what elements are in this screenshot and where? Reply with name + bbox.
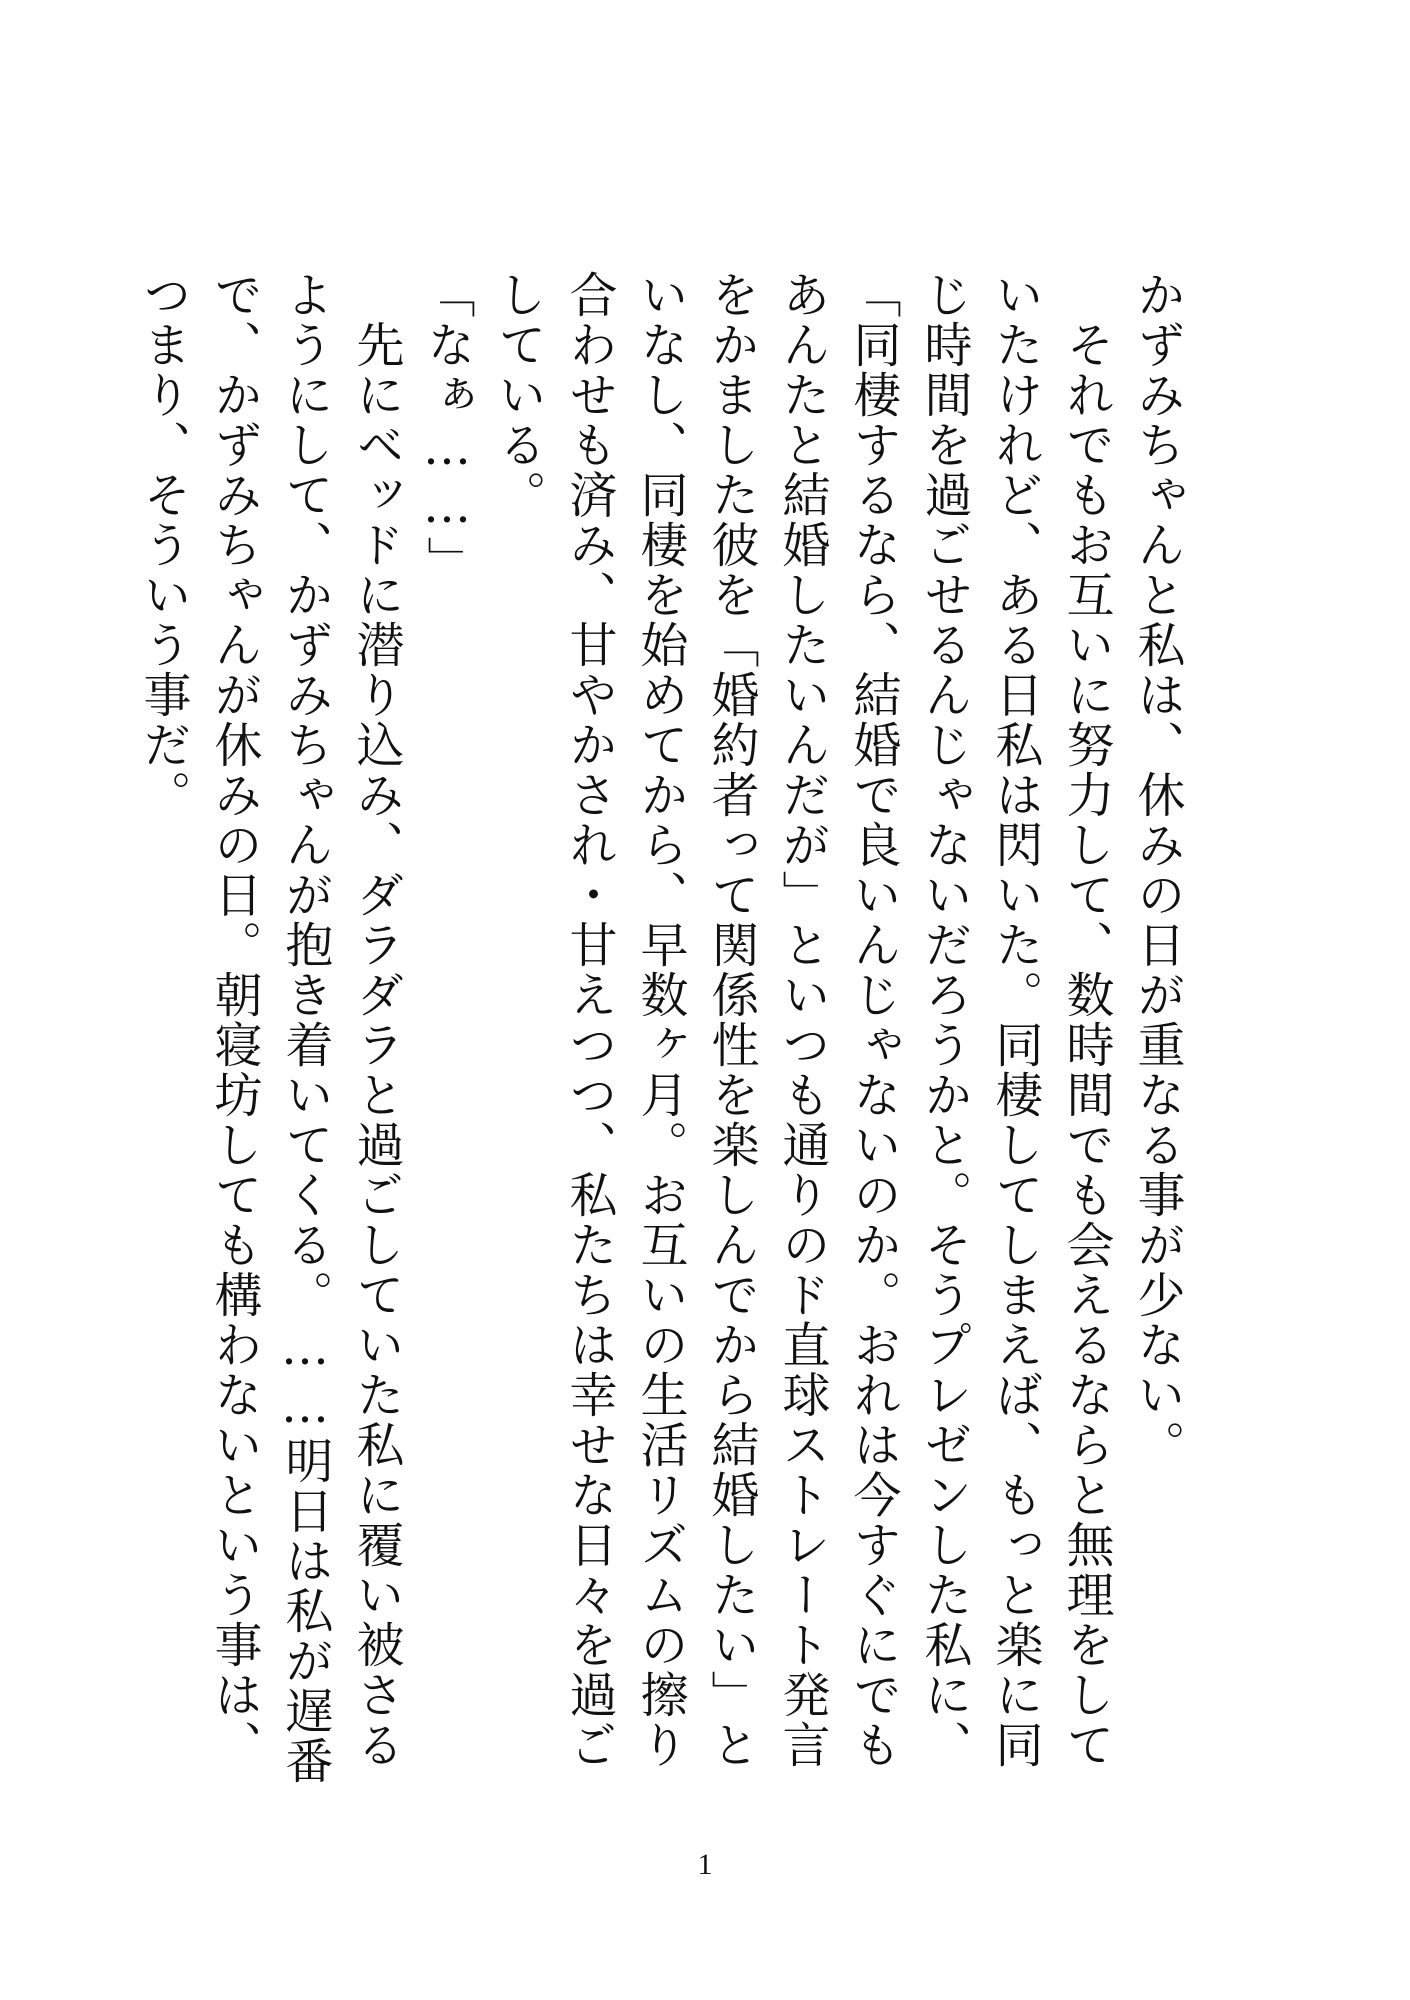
paragraph-2: それでもお互いに努力して、数時間でも会えるならと無理をしていたけれど、ある日私は閃いた。同棲してしまえば、もっと楽に同じ時間を過ごせるんじゃないだろうかと。そうプレゼンした私に、「同棲するなら、結婚で良いんじゃないのか。おれは今すぐにでもあんたと結婚したいんだが」といつも通りのド直球ストレート発言をかました彼を「婚約者って関係性を楽しんでから結婚したい」といなし、同棲を始めてから、早数ヶ月。お互いの生活リズムの擦り合わせも済み、甘やかされ・甘えつつ、私たちは幸せな日々を過ごしている。 xyxy=(490,270,1114,1770)
paragraph-1: かずみちゃんと私は、休みの日が重なる事が少ない。 xyxy=(1129,270,1185,1470)
body-text xyxy=(135,270,1192,1810)
paragraph-3: 「なぁ……」 xyxy=(419,270,475,586)
paragraph-4: 先にベッドに潜り込み、ダラダラと過ごしていた私に覆い被さるようにして、かずみちゃんが抱き着いてくる。……明日は私が遅番で、かずみちゃんが休みの日。朝寝坊しても構わないという事は、つまり、そういう事だ。 xyxy=(135,270,404,1786)
page-number: 1 xyxy=(697,1848,713,1881)
